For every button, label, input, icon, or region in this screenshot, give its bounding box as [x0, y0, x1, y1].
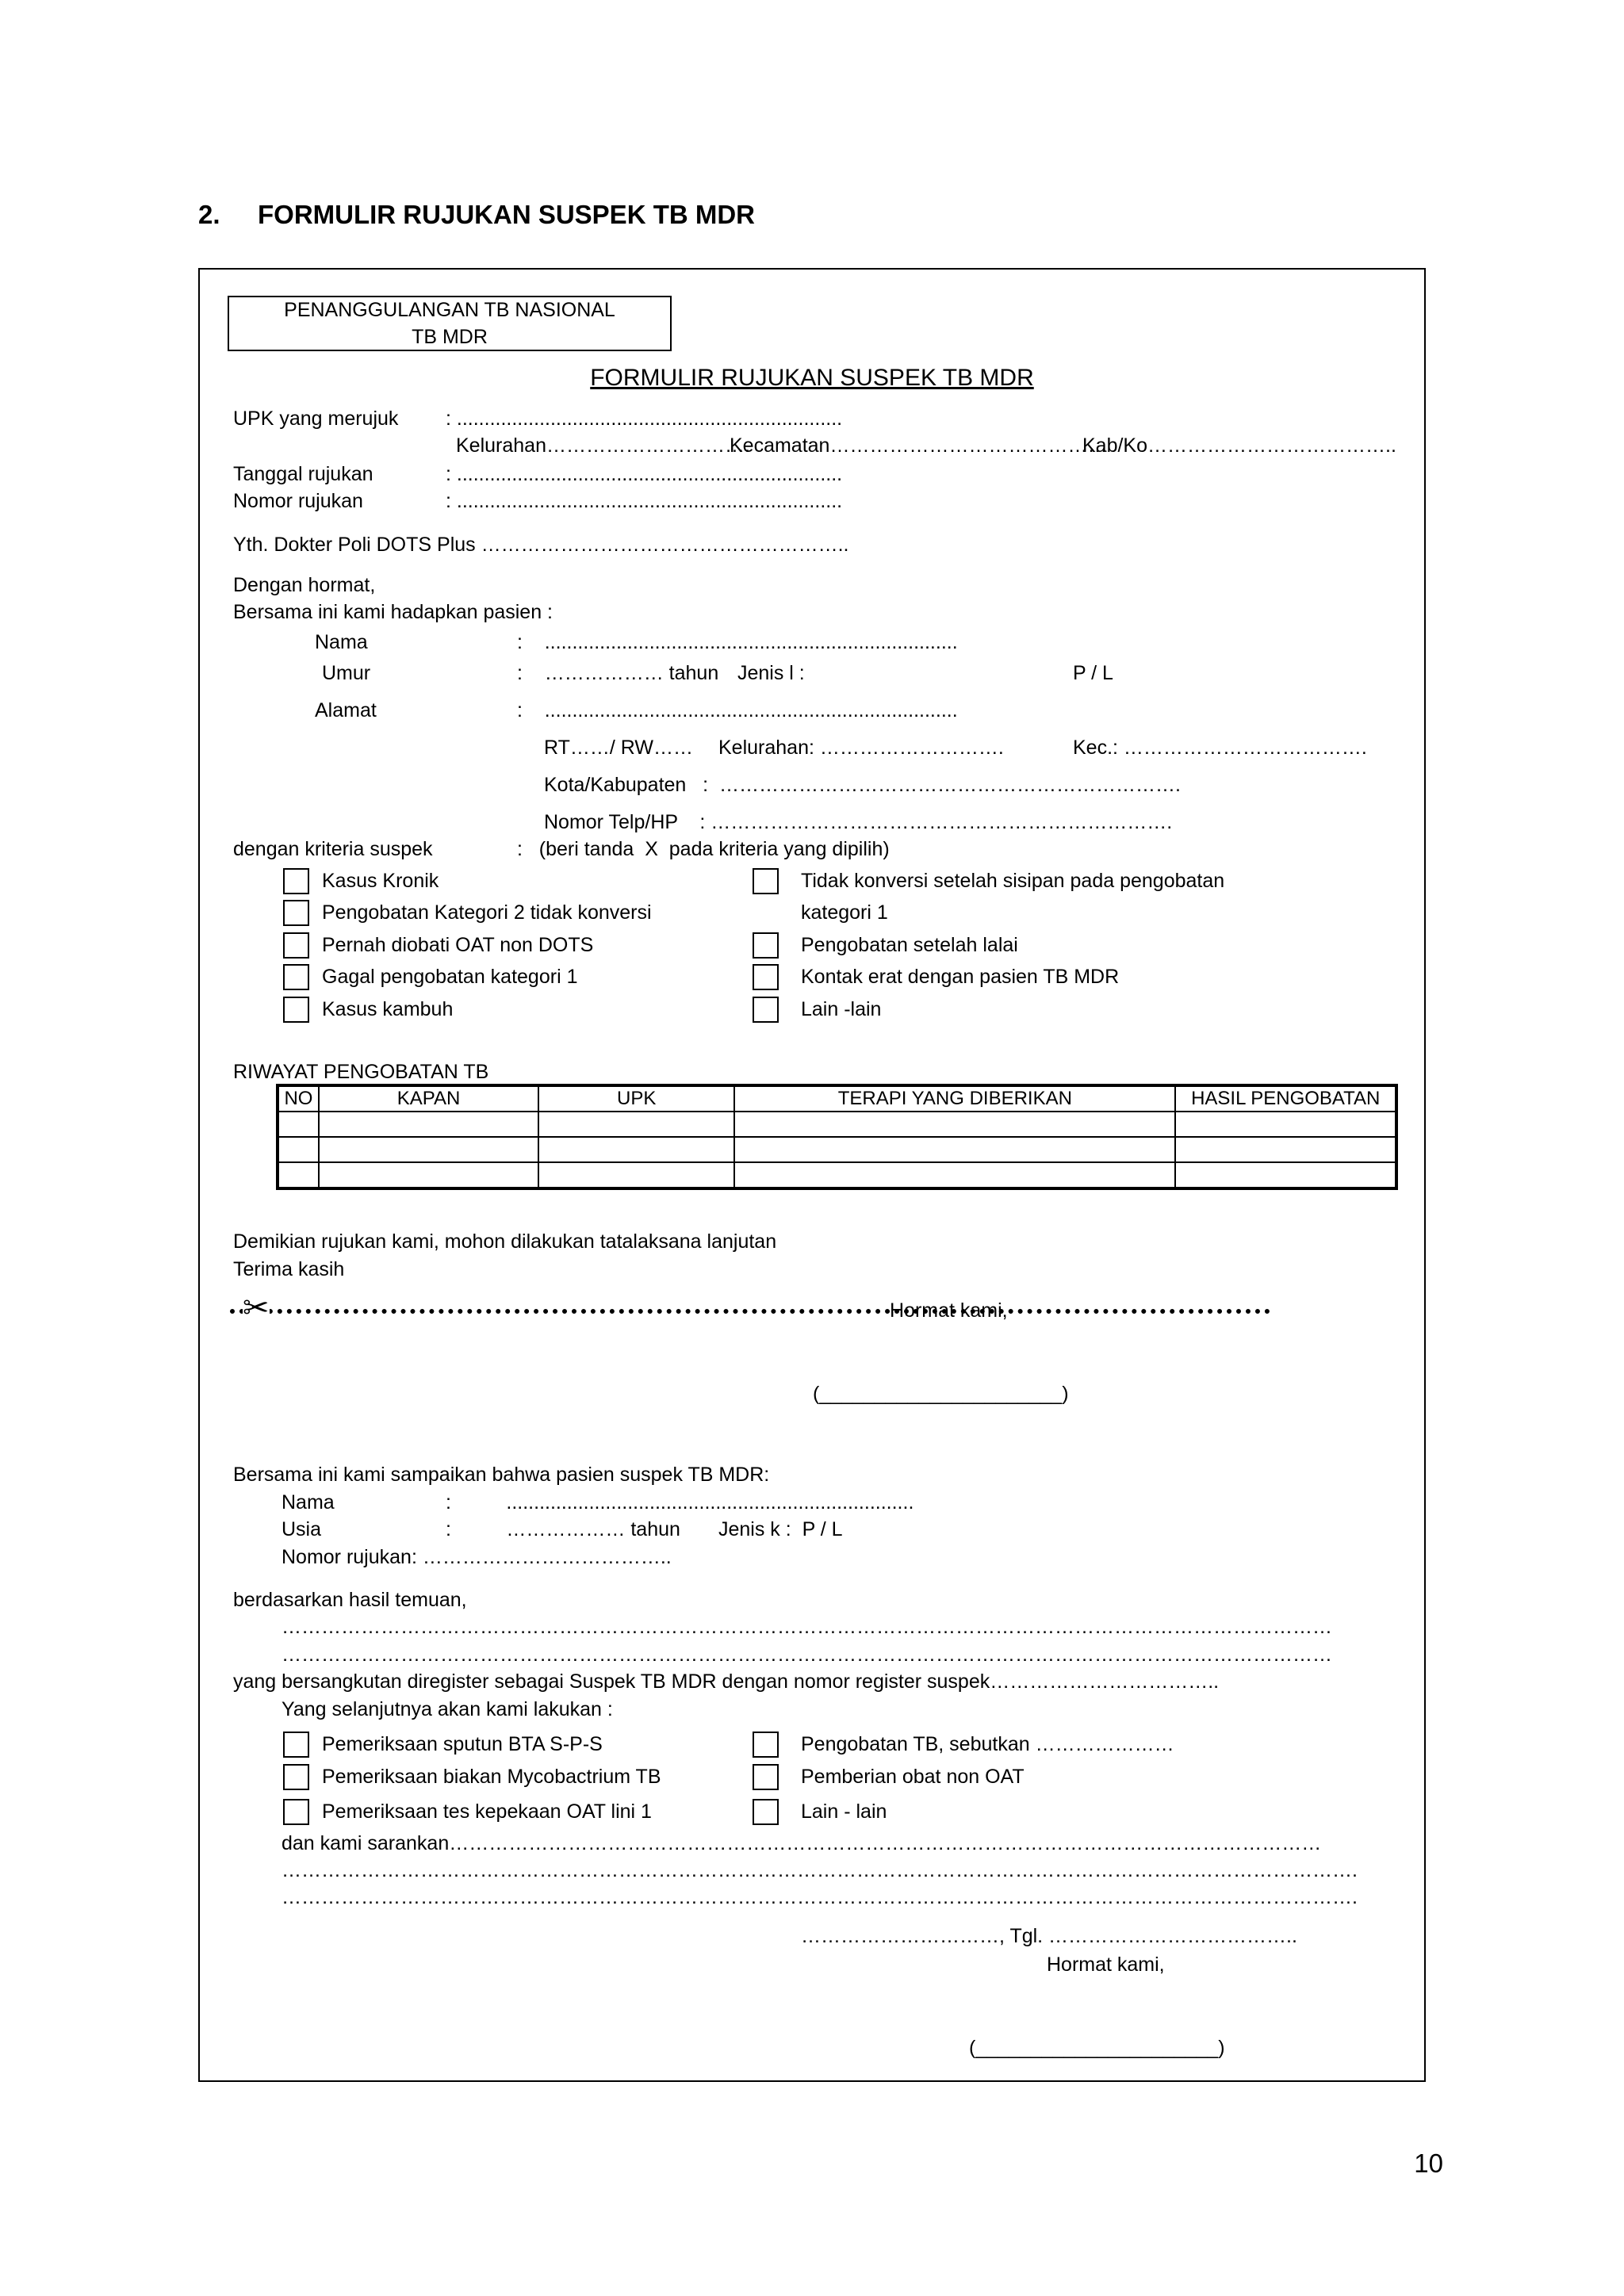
program-subname: TB MDR: [412, 326, 488, 348]
criteria-label-right: Kontak erat dengan pasien TB MDR: [801, 966, 1120, 988]
suggestion-line[interactable]: ……………………………………………………………………………………………………………………………………………….: [282, 1859, 1358, 1881]
findings-line[interactable]: ……………………………………………………………………………………………………………………………………………: [282, 1644, 1332, 1666]
table-cell[interactable]: [278, 1112, 319, 1137]
col-header-hasil: HASIL PENGOBATAN: [1175, 1085, 1396, 1112]
table-cell[interactable]: [319, 1112, 538, 1137]
patient-age-label: Umur: [322, 662, 371, 684]
history-title: RIWAYAT PENGOBATAN TB: [233, 1061, 489, 1083]
upk-value[interactable]: : ......................................................................: [446, 408, 843, 430]
col-header-kapan: KAPAN: [319, 1085, 538, 1112]
patient-address-value[interactable]: : ...........................................................................: [517, 699, 958, 721]
patient-name-label: Nama: [315, 631, 368, 653]
patient-phone[interactable]: Nomor Telp/HP : …………………………………………………………….: [544, 811, 1173, 833]
history-header-row: [278, 1085, 1396, 1112]
checkbox-gagal-kategori1[interactable]: [283, 964, 309, 990]
reply-name-value[interactable]: : ..........................................................................: [446, 1491, 914, 1513]
program-name: PENANGGULANGAN TB NASIONAL: [284, 299, 615, 321]
form-title: FORMULIR RUJUKAN SUSPEK TB MDR: [590, 365, 1034, 391]
scissors-icon: ✂: [243, 1291, 270, 1326]
action-label-right: Pengobatan TB, sebutkan …………………: [801, 1733, 1174, 1755]
salutation: Dengan hormat,: [233, 574, 376, 596]
place-date[interactable]: …………………………, Tgl. ………………………………..: [801, 1925, 1297, 1947]
table-cell[interactable]: [1175, 1137, 1396, 1162]
criteria-instruction: : (beri tanda X pada kriteria yang dipilih): [517, 838, 890, 860]
reply-age-label: Usia: [282, 1518, 322, 1540]
criteria-label-left: Pengobatan Kategori 2 tidak konversi: [322, 901, 652, 924]
patient-address-label: Alamat: [315, 699, 377, 721]
checkbox-tes-kepekaan[interactable]: [283, 1799, 309, 1825]
section-number: 2.: [198, 200, 220, 229]
table-cell[interactable]: [734, 1162, 1175, 1188]
table-cell[interactable]: [319, 1162, 538, 1188]
checkbox-kasus-kambuh[interactable]: [283, 997, 309, 1023]
checkbox-kategori2-tidak-konversi[interactable]: [283, 900, 309, 926]
section-title: FORMULIR RUJUKAN SUSPEK TB MDR: [258, 200, 755, 229]
reply-age-value[interactable]: : ……………… tahun: [446, 1518, 680, 1540]
table-cell[interactable]: [278, 1162, 319, 1188]
receiver-regards: Hormat kami,: [1047, 1954, 1165, 1976]
checkbox-tidak-konversi-sisipan[interactable]: [753, 868, 779, 894]
table-cell[interactable]: [278, 1137, 319, 1162]
sender-regards: Hormat kami,: [890, 1299, 1008, 1322]
action-label-right: Pemberian obat non OAT: [801, 1766, 1025, 1788]
nomor-label: Nomor rujukan: [233, 490, 363, 512]
criteria-label: dengan kriteria suspek: [233, 838, 433, 860]
col-header-no: NO: [278, 1085, 319, 1112]
checkbox-setelah-lalai[interactable]: [753, 932, 779, 959]
patient-age-value[interactable]: : ……………… tahun: [517, 662, 719, 684]
action-label-left: Pemeriksaan tes kepekaan OAT lini 1: [322, 1800, 652, 1823]
upk-kelurahan[interactable]: Kelurahan………………………….: [456, 434, 750, 457]
table-cell[interactable]: [538, 1137, 734, 1162]
patient-name-value[interactable]: : ...........................................................................: [517, 631, 958, 653]
sender-signature[interactable]: (______________________): [813, 1383, 1069, 1405]
findings-label: berdasarkan hasil temuan,: [233, 1589, 467, 1611]
table-cell[interactable]: [538, 1162, 734, 1188]
history-table: [276, 1084, 1398, 1190]
intro-text: Bersama ini kami hadapkan pasien :: [233, 601, 553, 623]
table-row: [278, 1162, 1396, 1188]
checkbox-pengobatan-tb[interactable]: [753, 1732, 779, 1758]
patient-kelurahan[interactable]: Kelurahan: ……………………….: [718, 737, 1004, 759]
table-row: [278, 1137, 1396, 1162]
patient-kecamatan[interactable]: Kec.: ……………………………….: [1073, 737, 1367, 759]
checkbox-biakan[interactable]: [283, 1764, 309, 1790]
closing-text: Demikian rujukan kami, mohon dilakukan tatalaksana lanjutan: [233, 1230, 777, 1253]
table-row: [278, 1112, 1396, 1137]
receiver-signature[interactable]: (______________________): [969, 2037, 1225, 2059]
cut-line: [230, 1309, 1270, 1314]
suggestion-label[interactable]: dan kami sarankan……………………………………………………………………………………………………………………: [282, 1832, 1322, 1854]
col-header-terapi: TERAPI YANG DIBERIKAN: [734, 1085, 1175, 1112]
action-label-left: Pemeriksaan biakan Mycobactrium TB: [322, 1766, 661, 1788]
criteria-label-right: Tidak konversi setelah sisipan pada pengobatan: [801, 870, 1225, 892]
register-text[interactable]: yang bersangkutan diregister sebagai Suspek TB MDR dengan nomor register suspek……………………………..: [233, 1670, 1220, 1693]
findings-line[interactable]: ……………………………………………………………………………………………………………………………………………: [282, 1616, 1332, 1638]
reply-name-label: Nama: [282, 1491, 335, 1513]
page-number: 10: [1414, 2149, 1443, 2178]
criteria-label-right-cont: kategori 1: [801, 901, 888, 924]
checkbox-lain-lain[interactable]: [753, 997, 779, 1023]
checkbox-kontak-erat[interactable]: [753, 964, 779, 990]
reply-sex[interactable]: Jenis k : P / L: [718, 1518, 843, 1540]
reply-referral-number[interactable]: Nomor rujukan: ………………………………..: [282, 1546, 672, 1568]
upk-label: UPK yang merujuk: [233, 408, 399, 430]
criteria-label-left: Pernah diobati OAT non DOTS: [322, 934, 594, 956]
criteria-label-right: Pengobatan setelah lalai: [801, 934, 1018, 956]
criteria-label-left: Kasus kambuh: [322, 998, 454, 1020]
reply-intro: Bersama ini kami sampaikan bahwa pasien suspek TB MDR:: [233, 1464, 770, 1486]
patient-rtrw[interactable]: RT……/ RW……: [544, 737, 693, 759]
criteria-label-left: Gagal pengobatan kategori 1: [322, 966, 578, 988]
thanks-text: Terima kasih: [233, 1258, 345, 1280]
checkbox-obat-non-oat[interactable]: [753, 1764, 779, 1790]
table-cell[interactable]: [319, 1137, 538, 1162]
nomor-value[interactable]: : ......................................................................: [446, 490, 843, 512]
checkbox-action-lain-lain[interactable]: [753, 1799, 779, 1825]
checkbox-sputum-bta[interactable]: [283, 1732, 309, 1758]
upk-kecamatan[interactable]: Kecamatan……………………………………: [730, 434, 1108, 457]
tanggal-label: Tanggal rujukan: [233, 463, 373, 485]
upk-kabko[interactable]: Kab/Ko………………………………..: [1082, 434, 1396, 457]
next-steps-label: Yang selanjutnya akan kami lakukan :: [282, 1698, 613, 1720]
tanggal-value[interactable]: : ......................................................................: [446, 463, 843, 485]
suggestion-line[interactable]: ……………………………………………………………………………………………………………………………………………….: [282, 1886, 1358, 1908]
patient-sex-label: Jenis l :: [737, 662, 805, 684]
checkbox-oat-non-dots[interactable]: [283, 932, 309, 959]
table-cell[interactable]: [734, 1137, 1175, 1162]
action-label-right: Lain - lain: [801, 1800, 887, 1823]
criteria-label-right: Lain -lain: [801, 998, 882, 1020]
col-header-upk: UPK: [538, 1085, 734, 1112]
checkbox-kasus-kronik[interactable]: [283, 868, 309, 894]
patient-city[interactable]: Kota/Kabupaten : …………………………………………………………….: [544, 774, 1181, 796]
addressee: Yth. Dokter Poli DOTS Plus ………………………………………………..: [233, 534, 849, 556]
table-cell[interactable]: [734, 1112, 1175, 1137]
table-cell[interactable]: [1175, 1162, 1396, 1188]
table-cell[interactable]: [538, 1112, 734, 1137]
criteria-label-left: Kasus Kronik: [322, 870, 439, 892]
table-cell[interactable]: [1175, 1112, 1396, 1137]
action-label-left: Pemeriksaan sputun BTA S-P-S: [322, 1733, 603, 1755]
patient-sex-options[interactable]: P / L: [1073, 662, 1113, 684]
program-header-box: [228, 296, 672, 351]
